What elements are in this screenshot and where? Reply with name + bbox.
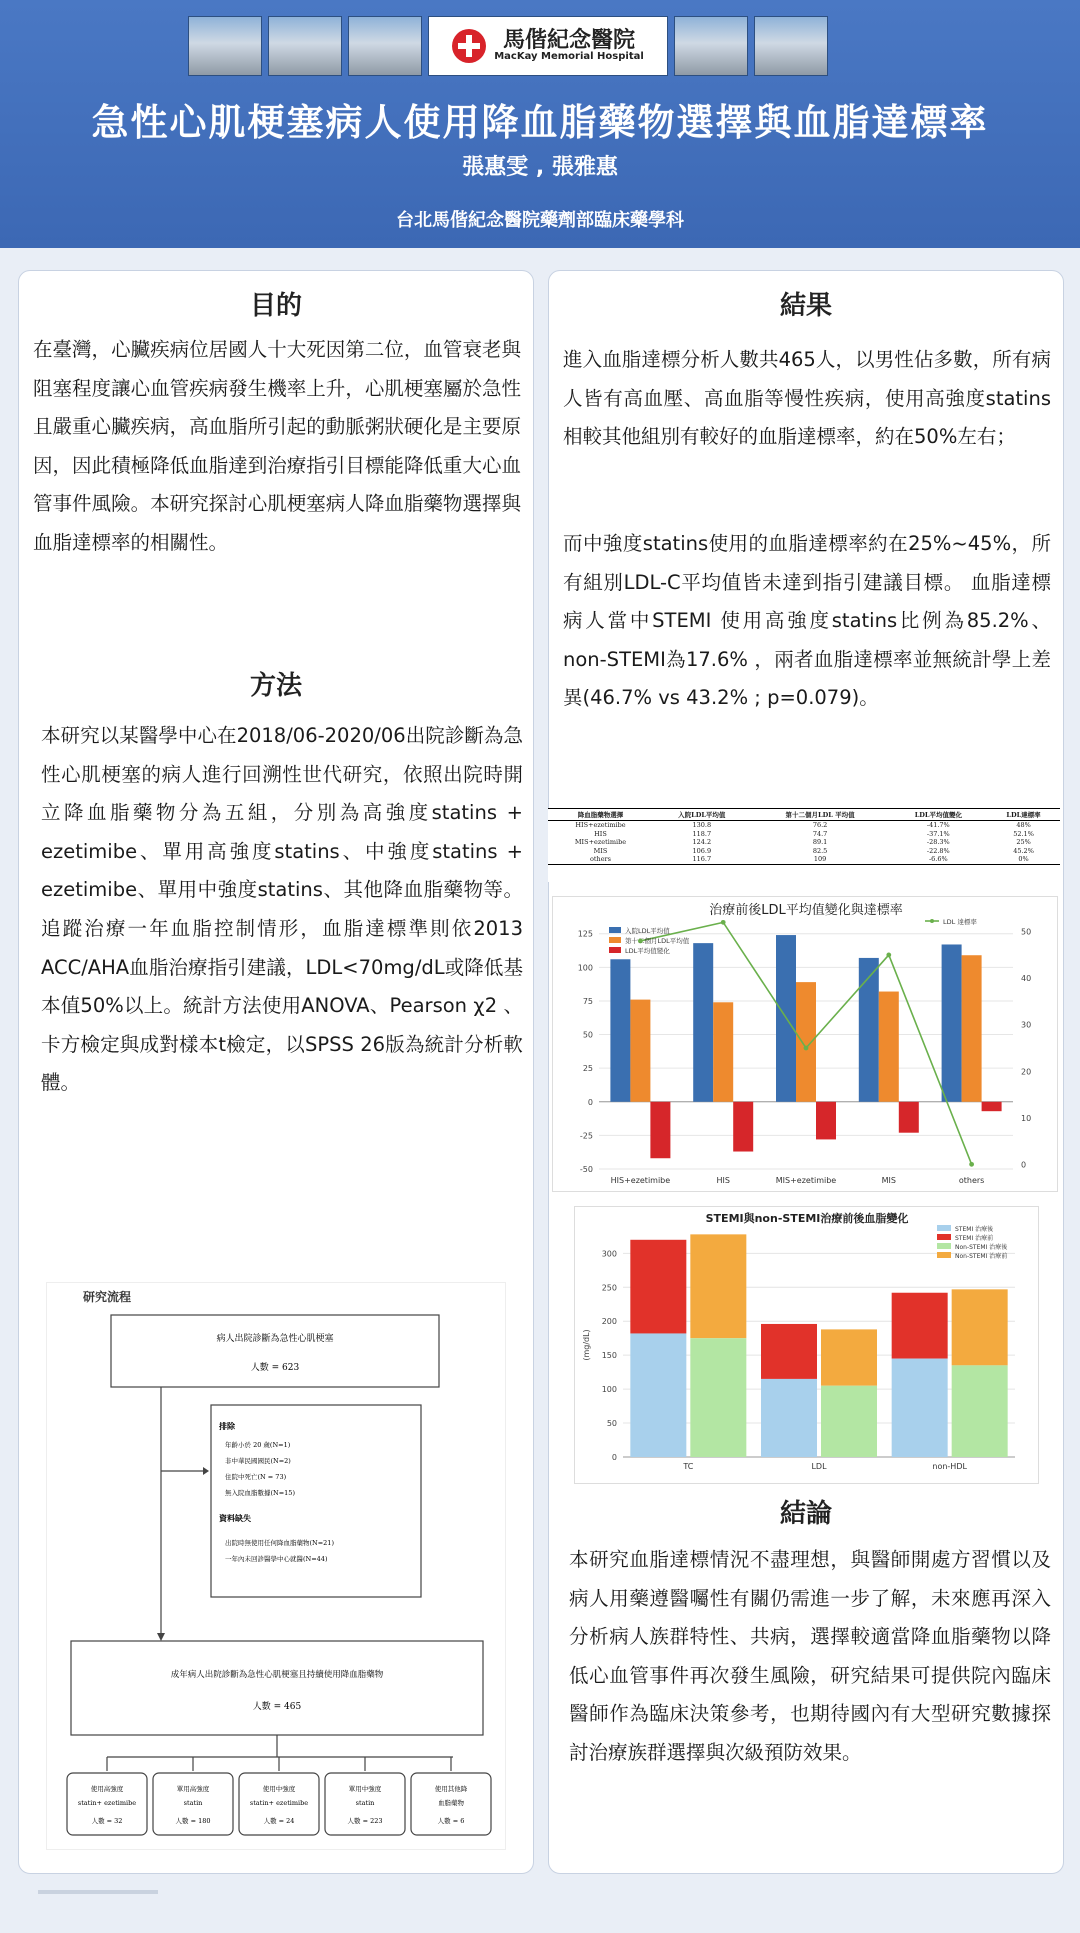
methods-text: 本研究以某醫學中心在2018/06-2020/06出院診斷為急性心肌梗塞的病人進行回溯性世代研究，依照出院時開立降血脂藥物分為五組，分別為高強度statins + ezetimibe、單用高強度statins、中強度statins + ezetimibe、單用中強度statins、其他降血脂藥物等。追蹤治療一年血脂控制情形，血脂達標準則依2013 ACC/AHA血脂治療指引建議，LDL<70mg/dL或降低基本值50%以上。統計方法使用ANOVA、Pearson χ2 、卡方檢定與成對樣本t檢定，以SPSS 26版為統計分析軟體。 (41, 724, 523, 1095)
table-cell: MIS (593, 846, 608, 855)
bar-segment (821, 1329, 877, 1385)
conclusion-text: 本研究血脂達標情況不盡理想，與醫師開處方習慣以及病人用藥遵醫囑性有關仍需進一步了解，未來應再深入分析病人族群特性、共病，選擇較適當降血脂藥物以降低心血管事件再次發生風險，研究結果可提供院內臨床醫師作為臨床決策參考，也期待國內有大型研究數據探討治療族群選擇與次級預防效果。 (569, 1548, 1051, 1764)
bar-segment (892, 1293, 948, 1359)
table-cell: 45.2% (1013, 846, 1034, 855)
table-header: 第十二個月LDL 平均值 (751, 809, 890, 821)
table-cell: 74.7 (812, 829, 828, 838)
y-tick-label: 150 (601, 1351, 617, 1361)
table-cell: 0% (987, 855, 1060, 864)
building-photo (754, 16, 828, 76)
ldl-table (548, 808, 1060, 882)
group-label: 使用其他降 (434, 1785, 468, 1793)
flow-box-included-n: 人數 = 465 (252, 1702, 302, 1712)
group-label: 單用高強度 (176, 1785, 210, 1793)
y-tick-label: 125 (577, 929, 593, 939)
flow-group-boxes (67, 1757, 491, 1835)
flow-box-included-text: 成年病人出院診斷為急性心肌梗塞且持續使用降血脂藥物 (170, 1670, 384, 1680)
flowchart-title: 研究流程 (83, 1290, 132, 1304)
affiliation: 台北馬偕紀念醫院藥劑部臨床藥學科 (396, 210, 684, 231)
legend-swatch (937, 1225, 951, 1231)
y2-tick-label: 40 (1021, 974, 1032, 984)
y2-tick-label: 10 (1021, 1113, 1032, 1123)
hospital-banner (188, 16, 828, 76)
exclusion-title: 排除 (219, 1421, 235, 1431)
flow-box-initial-text: 病人出院診斷為急性心肌梗塞 (216, 1334, 334, 1344)
table-cell: 76.2 (812, 821, 828, 829)
table-row (548, 830, 1060, 839)
exclusion-item: 無入院血脂數據(N=15) (225, 1489, 295, 1497)
authors: 張惠雯 , 張雅惠 (462, 155, 618, 180)
legend-swatch (937, 1234, 951, 1240)
legend-line-point (930, 919, 934, 923)
y-tick-label: -25 (579, 1131, 593, 1141)
missing-item: 一年內未回診醫學中心就醫(N=44) (225, 1555, 328, 1563)
bar-segment (761, 1324, 817, 1379)
y2-tick-label: 20 (1021, 1067, 1032, 1077)
table-cell: -22.8% (926, 846, 950, 855)
bar-segment (690, 1234, 746, 1338)
bar-segment (761, 1379, 817, 1457)
line-point (721, 920, 726, 925)
x-tick-label: HIS (716, 1176, 730, 1185)
bar (693, 943, 713, 1102)
chart-title: 治療前後LDL平均值變化與達標率 (709, 903, 903, 918)
table-cell: HIS (594, 829, 607, 838)
bar (733, 1102, 753, 1152)
y2-tick-label: 30 (1021, 1020, 1032, 1030)
y-tick-label: 50 (606, 1419, 617, 1429)
group-count: 人數 = 32 (91, 1817, 123, 1825)
table-header: 降血脂藥物選擇 (548, 809, 653, 821)
legend-swatch (609, 927, 621, 933)
bar (942, 944, 962, 1101)
logo-english-name: MacKay Memorial Hospital (494, 51, 644, 63)
y2-tick-label: 0 (1021, 1160, 1027, 1170)
y-tick-label: 250 (601, 1283, 617, 1293)
table-cell: 89.1 (812, 838, 828, 847)
group-label: statin+ ezetimibe (249, 1799, 309, 1807)
x-tick-label: MIS+ezetimibe (775, 1176, 837, 1185)
table-header: LDL達標率 (987, 809, 1060, 821)
exclusion-item: 住院中死亡(N = 73) (225, 1473, 287, 1481)
group-count: 人數 = 24 (263, 1817, 295, 1825)
table-header: 入院LDL平均值 (653, 809, 751, 821)
results-title: 結果 (779, 291, 832, 321)
flow-box-initial (111, 1315, 439, 1387)
flow-box-exclusion (211, 1405, 421, 1597)
stemi-lipid-chart-svg (575, 1207, 1040, 1485)
bar-segment (892, 1359, 948, 1457)
y-axis-label: (mg/dL) (582, 1329, 591, 1361)
exclusion-item: 年齡小於 20 歲(N=1) (225, 1441, 291, 1449)
table-cell: 25% (1016, 838, 1031, 847)
table-cell: 124.2 (692, 838, 712, 847)
legend-label: LDL 達標率 (943, 918, 977, 926)
cross-icon (452, 29, 486, 63)
group-label: statin (355, 1799, 375, 1807)
table-cell: 116.7 (653, 855, 751, 864)
table-cell: 130.8 (692, 821, 712, 829)
legend-label: Non-STEMI 治療前 (955, 1253, 1008, 1260)
exclusion-item: 非中華民國國民(N=2) (225, 1457, 291, 1465)
table-header: LDL平均值變化 (890, 809, 988, 821)
purpose-text: 在臺灣，心臟疾病位居國人十大死因第二位，血管衰老與阻塞程度讓心血管疾病發生機率上升，心肌梗塞屬於急性且嚴重心臟疾病，高血脂所引起的動脈粥狀硬化是主要原因，因此積極降低血脂達到治療指引目標能降低重大心血管事件風險。本研究探討心肌梗塞病人降血脂藥物選擇與血脂達標率的相關性。 (33, 338, 521, 554)
x-tick-label: HIS+ezetimibe (610, 1176, 671, 1185)
conclusion-title: 結論 (779, 1499, 832, 1529)
bar (816, 1102, 836, 1140)
bar-segment (630, 1333, 686, 1457)
table-cell: 106.9 (692, 846, 712, 855)
group-label: 使用高強度 (90, 1785, 124, 1793)
results-paragraph-2: 而中強度statins使用的血脂達標率約在25%~45%，所有組別LDL-C平均值皆未達到指引建議目標。 血脂達標病人當中STEMI 使用高強度statins比例為85.2%、non-STEMI為17.6% ，兩者血脂達標率並無統計學上差異(46.7% vs 43.2% ; p=0.079)。 (563, 532, 1051, 710)
y-tick-label: 200 (601, 1317, 617, 1327)
group-label: 使用中強度 (262, 1785, 296, 1793)
group-count: 人數 = 223 (347, 1817, 383, 1825)
bar (610, 959, 630, 1102)
legend-label: 第十二個月LDL平均值 (625, 937, 690, 945)
table-cell: others (548, 855, 653, 864)
chart-title: STEMI與non-STEMI治療前後血脂變化 (705, 1212, 909, 1225)
purpose-title: 目的 (249, 291, 302, 321)
group-label: 血脂藥物 (438, 1799, 464, 1807)
poster-title: 急性心肌梗塞病人使用降血脂藥物選擇與血脂達標率 (91, 101, 989, 144)
y-tick-label: 50 (582, 1030, 593, 1040)
y-tick-label: -50 (579, 1165, 593, 1174)
bar (899, 1102, 919, 1133)
bar (879, 992, 899, 1102)
table-cell: -28.3% (926, 838, 950, 847)
x-tick-label: TC (683, 1462, 694, 1471)
legend-label: STEMI 治療前 (955, 1235, 994, 1242)
y-tick-label: 300 (601, 1249, 617, 1259)
y-tick-label: 25 (582, 1064, 593, 1074)
line-point (804, 1046, 809, 1051)
legend-label: STEMI 治療後 (955, 1226, 994, 1233)
poster-header (0, 0, 1080, 248)
y-tick-label: 0 (587, 1097, 593, 1107)
table-cell: MIS+ezetimibe (574, 838, 627, 847)
flow-box-included (71, 1641, 483, 1735)
bar-segment (821, 1386, 877, 1457)
bar (859, 958, 879, 1102)
table-row (548, 855, 1060, 864)
y-tick-label: 100 (601, 1385, 617, 1395)
table-cell: 118.7 (692, 829, 712, 838)
bar (630, 1000, 650, 1102)
missing-title: 資料缺失 (219, 1513, 251, 1523)
methods-title: 方法 (249, 671, 302, 701)
flow-box-initial-n: 人數 = 623 (250, 1363, 300, 1373)
footer-divider (38, 1890, 158, 1894)
ldl-change-chart-svg (553, 897, 1059, 1193)
building-photo (348, 16, 422, 76)
line-point (969, 1162, 974, 1167)
group-label: statin+ ezetimibe (77, 1799, 137, 1807)
table-row (548, 821, 1060, 830)
legend-label: Non-STEMI 治療後 (955, 1244, 1008, 1251)
bar (713, 1002, 733, 1101)
table-cell: 109 (751, 855, 890, 864)
y-tick-label: 75 (582, 996, 593, 1006)
group-label: 單用中強度 (348, 1785, 382, 1793)
building-photo (674, 16, 748, 76)
x-tick-label: non-HDL (932, 1462, 967, 1471)
group-label: statin (183, 1799, 203, 1807)
y2-tick-label: 50 (1021, 927, 1032, 937)
bar-segment (952, 1289, 1008, 1365)
legend-swatch (937, 1243, 951, 1249)
table-row (548, 847, 1060, 856)
results-paragraph-1: 進入血脂達標分析人數共465人，以男性佔多數，所有病人皆有高血壓、高血脂等慢性疾病，使用高強度statins相較其他組別有較好的血脂達標率，約在50%左右； (563, 348, 1051, 449)
legend-swatch (609, 937, 621, 943)
table-cell: 48% (1016, 821, 1031, 829)
y-tick-label: 100 (577, 963, 593, 973)
table-row (548, 838, 1060, 847)
bar (796, 982, 816, 1102)
x-tick-label: LDL (811, 1462, 827, 1471)
x-tick-label: others (958, 1176, 985, 1185)
bar-segment (690, 1338, 746, 1457)
table-cell: 52.1% (1013, 829, 1034, 838)
bar (962, 955, 982, 1102)
bar (650, 1102, 670, 1158)
bar-segment (630, 1240, 686, 1334)
table-cell: 82.5 (812, 846, 828, 855)
logo-chinese-name: 馬偕紀念醫院 (502, 27, 635, 54)
table-cell: -6.6% (890, 855, 988, 864)
group-count: 人數 = 6 (437, 1817, 465, 1825)
y-tick-label: 0 (611, 1453, 617, 1462)
stemi-lipid-chart (574, 1206, 1039, 1484)
x-tick-label: MIS (881, 1176, 896, 1185)
study-flowchart (46, 1282, 506, 1850)
building-photo (188, 16, 262, 76)
hospital-logo (428, 16, 668, 76)
legend-swatch (937, 1252, 951, 1258)
table-cell: HIS+ezetimibe (575, 821, 626, 829)
bar-segment (952, 1365, 1008, 1457)
missing-item: 出院時無使用任何降血脂藥物(N=21) (225, 1539, 334, 1547)
bar (982, 1102, 1002, 1111)
table-cell: -41.7% (926, 821, 950, 829)
line-point (886, 953, 891, 958)
ldl-change-chart (552, 896, 1058, 1192)
legend-label: LDL平均值變化 (625, 947, 670, 955)
legend-label: 入院LDL平均值 (625, 927, 670, 935)
legend-swatch (609, 947, 621, 953)
building-photo (268, 16, 342, 76)
table-cell: -37.1% (926, 829, 950, 838)
group-count: 人數 = 180 (175, 1817, 211, 1825)
